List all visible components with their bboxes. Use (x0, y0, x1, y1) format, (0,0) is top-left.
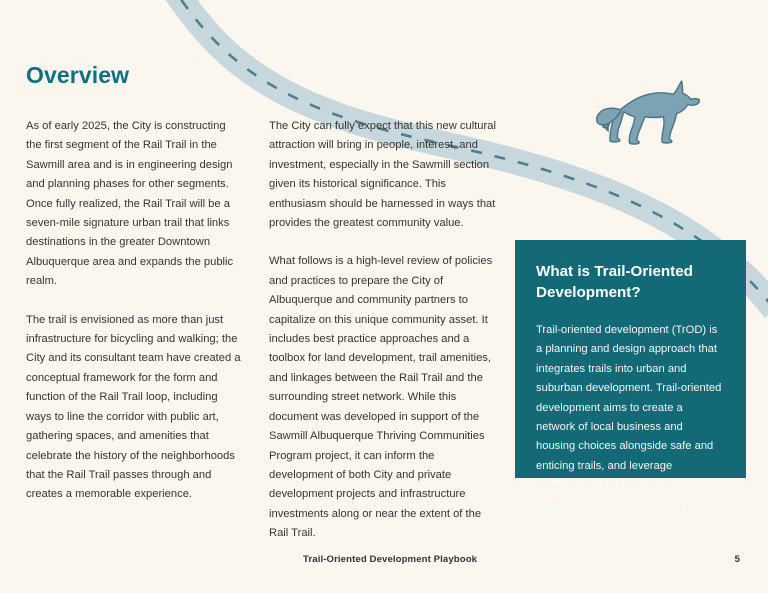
footer-document-title: Trail-Oriented Development Playbook (303, 554, 478, 565)
paragraph: As of early 2025, the City is constructing the first segment of the Rail Trail in the Sawmill area and is in engineering design and planning phases for other segments. Once fully realized, the Rail Trail will be a seven-mile signature urban trail that links destinations in the greater Downtown Albuquerque area and expands the public realm. (26, 120, 234, 288)
coyote-icon (597, 81, 700, 144)
paragraph: What follows is a high-level review of policies and practices to prepare the City of Albuquerque and community partners to capitalize on this unique community asset. It includes best practice approaches and a toolbox for land development, trail amenities, and linkages between the Rail Trail and the surrounding street network. While this document was developed in support of the Sawmill Albuquerque Thriving Communities Program project, it can inform the development of both City and private development projects and infrastructure investments along or near the extent of the Rail Trail. (269, 255, 493, 540)
left-text-column (26, 117, 242, 524)
trod-callout-box (515, 240, 746, 511)
callout-title: What is Trail-Oriented Development? (536, 263, 693, 301)
callout-body: Trail-oriented development (TrOD) is a planning and design approach that integrates trails into urban and suburban development. Trail-oriented development aims to create a network of local business and housing choices alongside safe and enticing trails, and leverage transportation infrastructure to support active ways of getting around. (536, 324, 725, 511)
page-title: Overview (26, 62, 130, 88)
right-text-column (269, 117, 499, 563)
paragraph: The trail is envisioned as more than just infrastructure for bicycling and walking; the City and its consultant team have created a conceptual framework for the form and function of the Rail Trail loop, including ways to line the corridor with public art, gathering spaces, and amenities that celebrate the history of the neighborhoods that the Rail Trail passes through and creates a memorable experience. (26, 313, 241, 501)
page-footer (303, 554, 740, 565)
paragraph: The City can fully expect that this new cultural attraction will bring in people, interest, and investment, especially in the Sawmill section given its historical significance. This enthusiasm should be harnessed in ways that provides the greatest community value. (269, 120, 496, 230)
footer-page-number: 5 (734, 554, 740, 565)
